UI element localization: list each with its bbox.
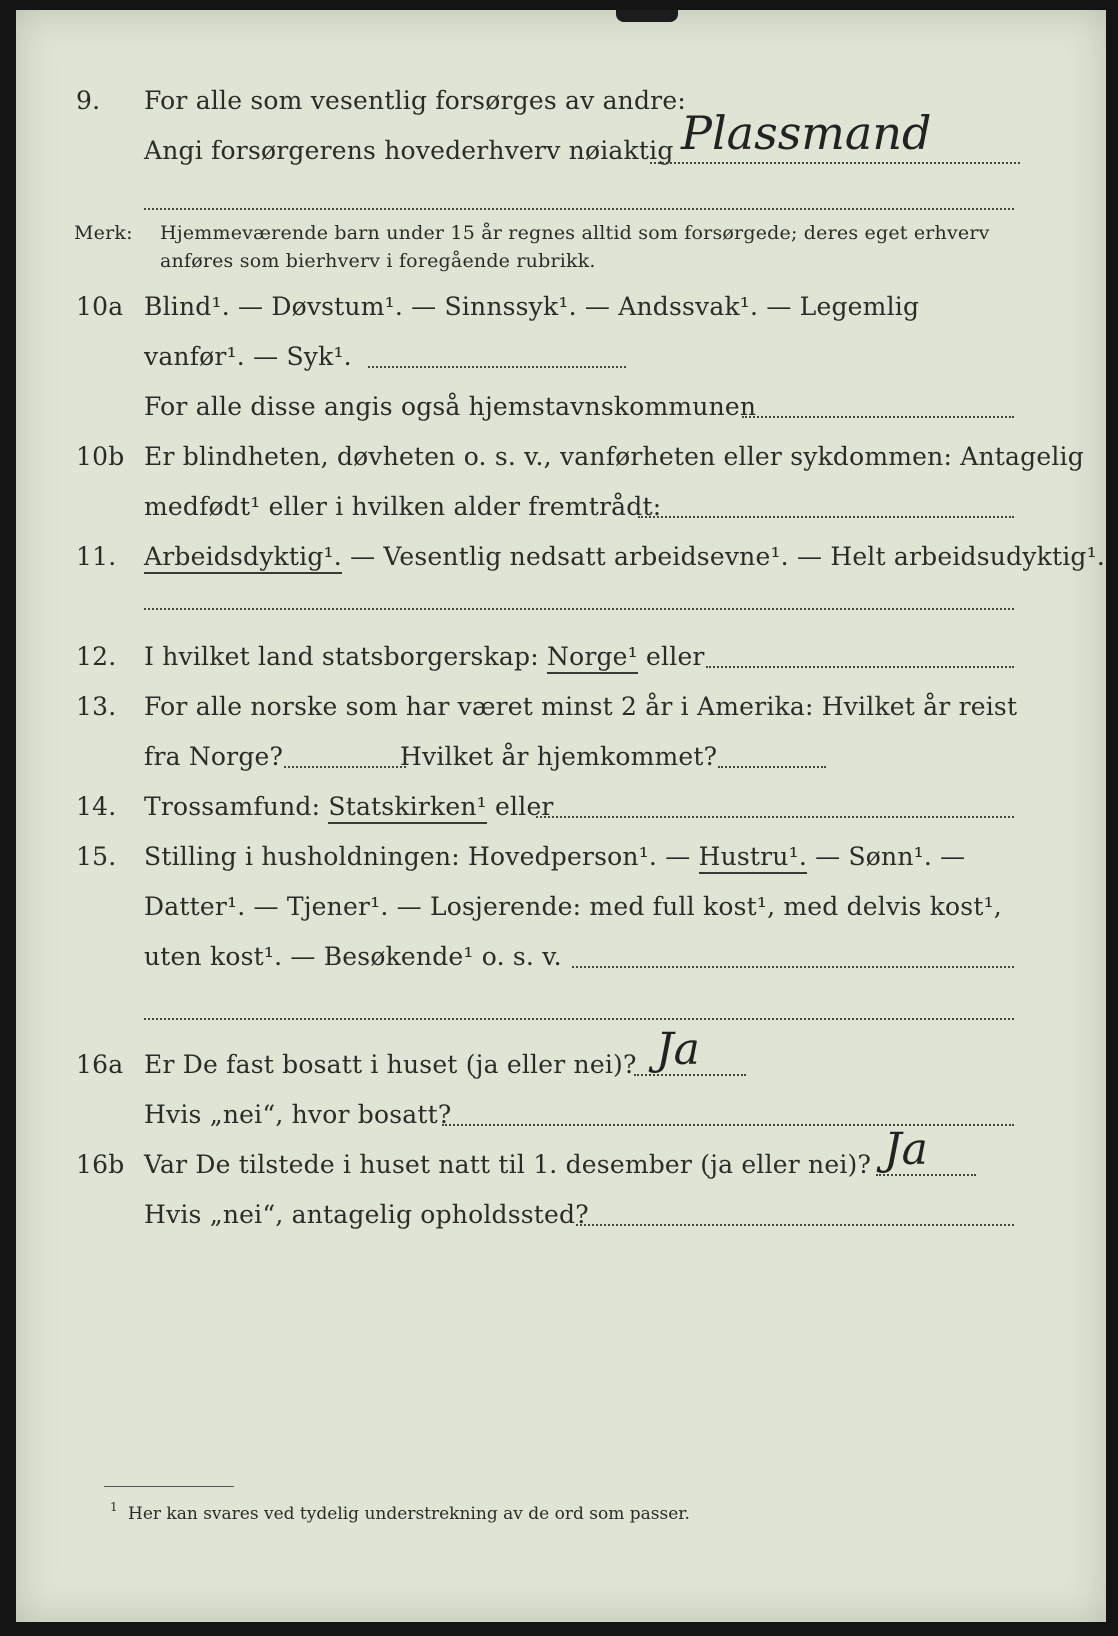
footnote-text: Her kan svares ved tydelig understrekning av de ord som passer. [128, 1504, 690, 1524]
merk-text-1: Hjemmeværende barn under 15 år regnes alltid som forsørgede; deres eget erhverv [160, 222, 990, 244]
q16b-number: 16b [76, 1150, 125, 1179]
q14-prompt: Trossamfund: [144, 792, 329, 821]
q12-prompt: I hvilket land statsborgerskap: [144, 642, 547, 671]
footnote [110, 1500, 828, 1524]
q9-handwritten-answer: Plassmand [681, 106, 932, 160]
q14-number: 14. [76, 792, 117, 821]
q9-prompt: Angi forsørgerens hovederhverv nøiaktig [144, 136, 674, 165]
q13-question: For alle norske som har været minst 2 år i Amerika: Hvilket år reist [144, 692, 1018, 721]
q10a-options-2: vanfør¹. — Syk¹. [144, 342, 352, 371]
q13-hjemkommet-line[interactable] [718, 766, 826, 768]
q16a-handwritten-answer: Ja [656, 1024, 700, 1075]
q16a-number: 16a [76, 1050, 124, 1079]
q14-underlined-choice: Statskirken¹ [328, 792, 487, 824]
footnote-mark: 1 [110, 1500, 118, 1514]
merk-label: Merk: [74, 222, 133, 244]
q13-number: 13. [76, 692, 117, 721]
q11-underlined-choice: Arbeidsdyktig¹. [144, 542, 342, 574]
q13-reist: fra Norge? [144, 742, 284, 771]
footnote-rule [104, 1486, 234, 1487]
q12-question [144, 642, 705, 671]
q10b-question-2: medfødt¹ eller i hvilken alder fremtrådt: [144, 492, 662, 521]
q15-number: 15. [76, 842, 117, 871]
q10b-question: Er blindheten, døvheten o. s. v., vanførheten eller sykdommen: Antagelig [144, 442, 1084, 471]
q15-answer-line[interactable] [572, 966, 1014, 968]
q16b-followup-line[interactable] [576, 1224, 1014, 1226]
q9-question: For alle som vesentlig forsørges av andre: [144, 86, 686, 115]
q12-number: 12. [76, 642, 117, 671]
q15-sonn: — Sønn¹. — [806, 842, 966, 871]
q16a-followup-line[interactable] [442, 1124, 1014, 1126]
q11-extra-line[interactable] [144, 608, 1014, 610]
q13-hjemkommet: Hvilket år hjemkommet? [400, 742, 718, 771]
q16a-followup: Hvis „nei“, hvor bosatt? [144, 1100, 452, 1129]
q16a-question: Er De fast bosatt i huset (ja eller nei)? [144, 1050, 637, 1079]
q10a-number: 10a [76, 292, 124, 321]
q16b-handwritten-answer: Ja [884, 1124, 928, 1175]
q15-options-1 [144, 842, 965, 871]
q10a-syk-line[interactable] [368, 366, 626, 368]
q12-answer-line[interactable] [706, 666, 1014, 668]
binding-mark [616, 10, 678, 22]
q10a-options: Blind¹. — Døvstum¹. — Sinnssyk¹. — Andssvak¹. — Legemlig [144, 292, 920, 321]
q11-number: 11. [76, 542, 117, 571]
q16b-question: Var De tilstede i huset natt til 1. desember (ja eller nei)? [144, 1150, 872, 1179]
q15-prefix: Stilling i husholdningen: Hovedperson¹. — [144, 842, 699, 871]
q10a-hjemstavn-line[interactable] [742, 416, 1014, 418]
q12-eller: eller [637, 642, 705, 671]
q14-answer-line[interactable] [536, 816, 1014, 818]
q13-reist-line[interactable] [284, 766, 406, 768]
q15-extra-line[interactable] [144, 1018, 1014, 1020]
q10b-answer-line[interactable] [638, 516, 1014, 518]
q11-other-options: — Vesentlig nedsatt arbeidsevne¹. — Helt arbeidsudyktig¹. [341, 542, 1105, 571]
merk-text-2: anføres som bierhverv i foregående rubrikk. [160, 250, 596, 272]
q11-options [144, 542, 1105, 571]
q12-underlined-choice: Norge¹ [547, 642, 638, 674]
q16b-followup: Hvis „nei“, antagelig opholdssted? [144, 1200, 589, 1229]
q14-eller: eller [486, 792, 554, 821]
q10a-hjemstavn: For alle disse angis også hjemstavnskommunen [144, 392, 757, 421]
q10b-number: 10b [76, 442, 125, 471]
q15-underlined-choice: Hustru¹. [699, 842, 807, 874]
q14-question [144, 792, 554, 821]
census-form-page [16, 10, 1106, 1622]
q9-answer-line[interactable] [650, 162, 1020, 164]
q15-options-2: Datter¹. — Tjener¹. — Losjerende: med full kost¹, med delvis kost¹, [144, 892, 1002, 921]
q15-options-3: uten kost¹. — Besøkende¹ o. s. v. [144, 942, 562, 971]
q9-extra-line[interactable] [144, 208, 1014, 210]
q9-number: 9. [76, 86, 101, 115]
